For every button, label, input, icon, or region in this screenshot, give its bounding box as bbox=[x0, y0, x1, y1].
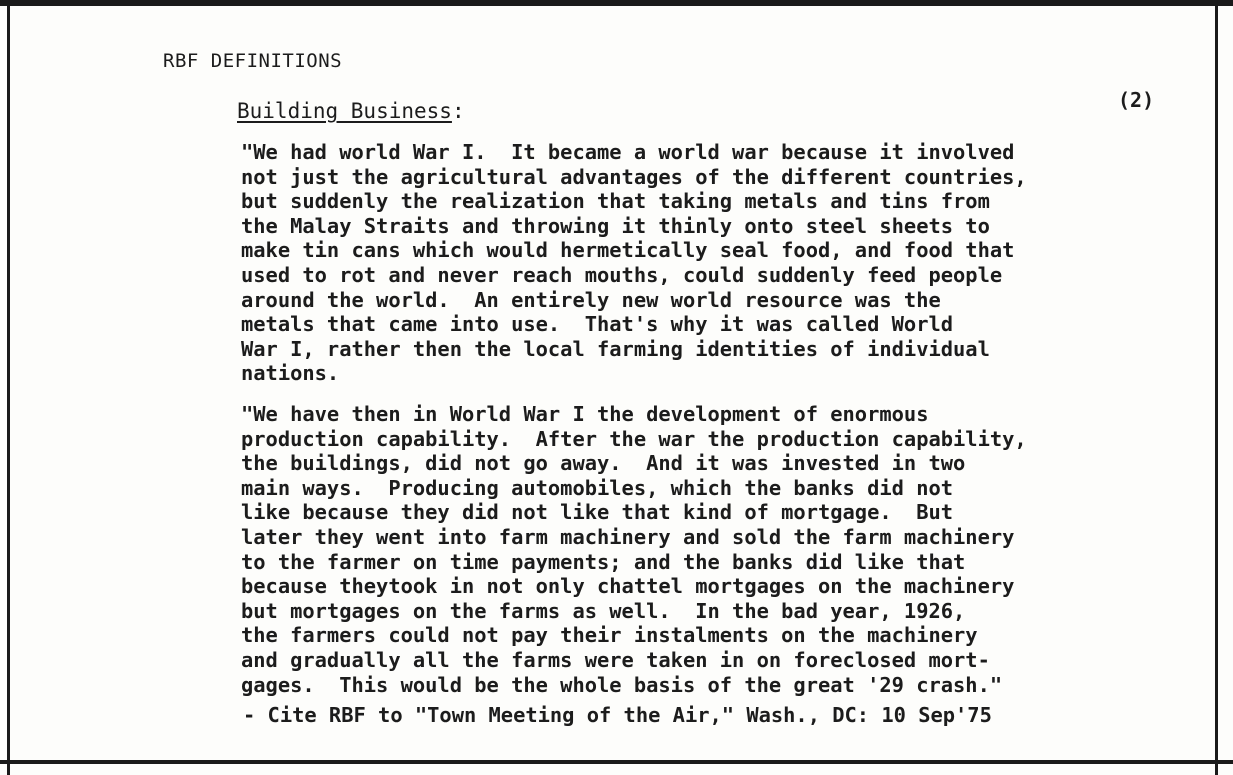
card-bottom-border bbox=[0, 760, 1233, 764]
quote-paragraph-1: "We had world War I. It became a world war because it involved not just the agricultural advantages of the different countries, but suddenly the realization that taking metals and tins from the Malay Straits and throwing it thinly onto steel sheets to make tin cans which would hermetically seal food, and food that used to rot and never reach mouths, could suddenly feed people around the world. An entirely new world resource was the metals that came into use. That's why it was called World War I, rather then the local farming identities of individual nations. bbox=[241, 140, 1027, 386]
page-number: (2) bbox=[1118, 88, 1155, 112]
card-top-border bbox=[0, 0, 1233, 6]
quote-paragraph-2: "We have then in World War I the development of enormous production capability. After the war the production capability, the buildings, did not go away. And it was invested in two main ways. Producing automobiles, which the banks did not like because they did not like that kind of mortgage. But later they went into farm machinery and sold the farm machinery to the farmer on time payments; and the banks did like that because theytook in not only chattel mortgages on the machinery but mortgages on the farms as well. In the bad year, 1926, the farmers could not pay their instalments on the machinery and gradually all the farms were taken in on foreclosed mort- gages. This would be the whole basis of the great '29 crash." bbox=[241, 402, 1027, 697]
page-heading: RBF DEFINITIONS bbox=[163, 50, 343, 72]
section-heading bbox=[237, 99, 465, 123]
card-right-border bbox=[1215, 0, 1218, 775]
section-title: Building Business bbox=[237, 99, 452, 123]
citation-line: - Cite RBF to "Town Meeting of the Air," Wash., DC: 10 Sep'75 bbox=[243, 703, 992, 727]
section-title-colon: : bbox=[451, 99, 465, 123]
card-left-border bbox=[7, 0, 10, 775]
